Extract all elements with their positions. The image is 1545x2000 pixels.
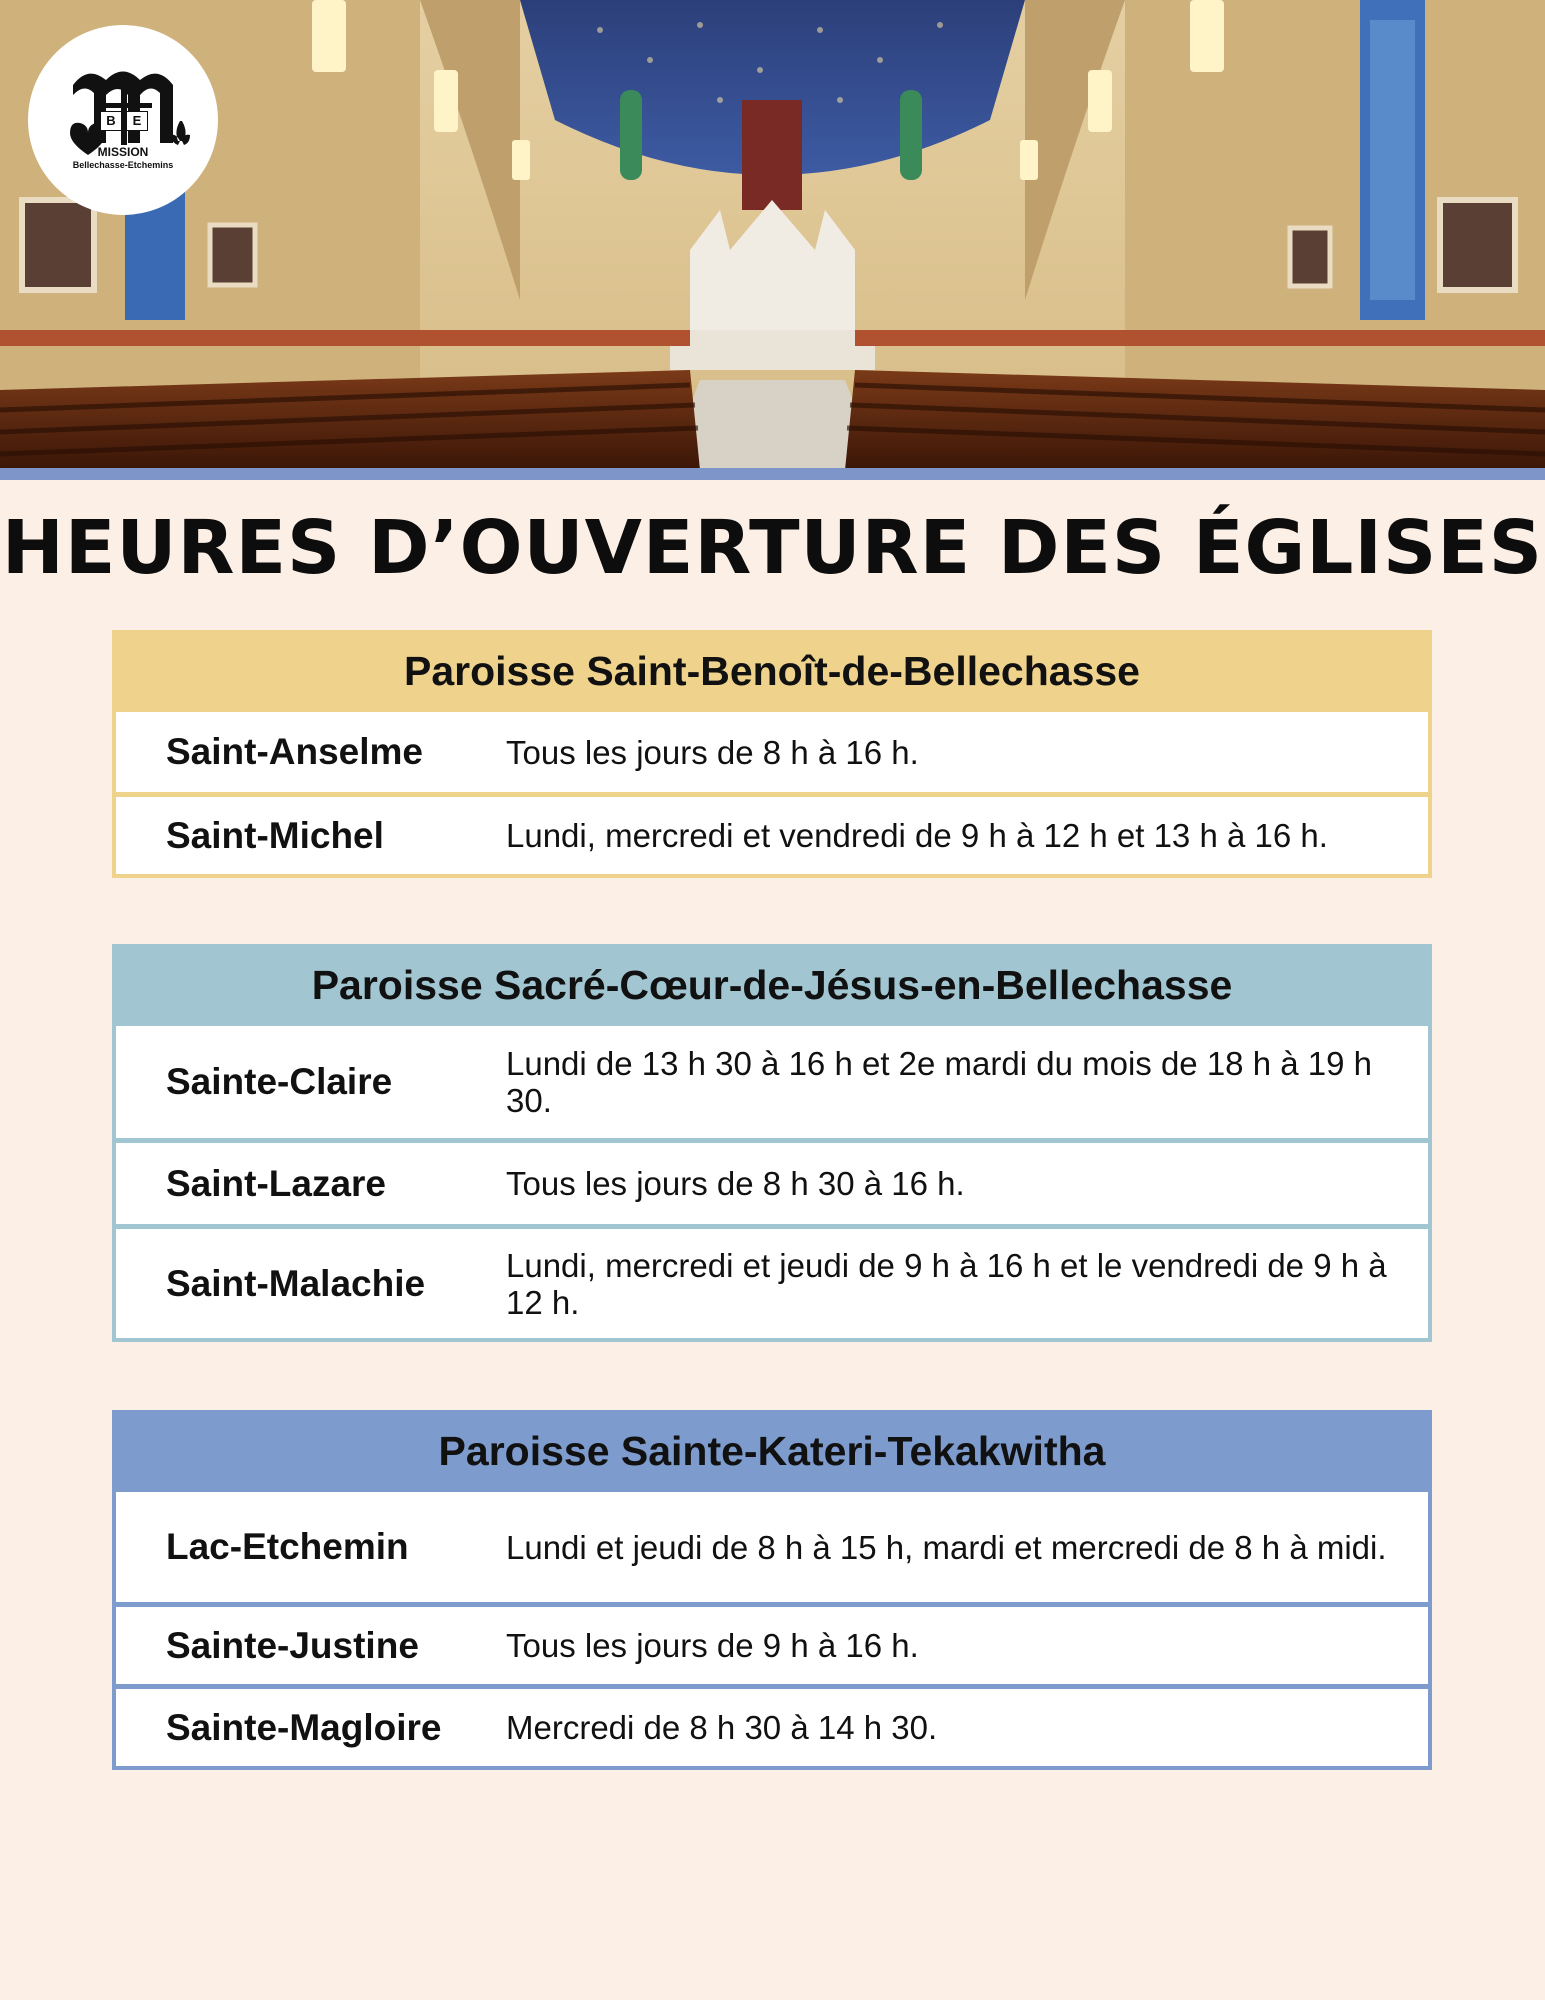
table-row [116, 1602, 1428, 1684]
parish-header: Paroisse Sacré-Cœur-de-Jésus-en-Bellechasse [112, 944, 1432, 1026]
table-row [116, 1684, 1428, 1766]
parish-header: Paroisse Sainte-Kateri-Tekakwitha [112, 1410, 1432, 1492]
table-row [116, 1492, 1428, 1602]
logo-letter-e: E [126, 111, 148, 131]
church-hours: Lundi de 13 h 30 à 16 h et 2e mardi du mois de 18 h à 19 h 30. [506, 1045, 1372, 1119]
church-hours: Mercredi de 8 h 30 à 14 h 30. [506, 1709, 938, 1746]
church-interior-photo [0, 0, 1545, 470]
church-rows [112, 1026, 1432, 1342]
church-hours: Tous les jours de 8 h 30 à 16 h. [506, 1165, 965, 1202]
mission-logo [28, 25, 218, 215]
church-name: Saint-Malachie [166, 1262, 426, 1304]
church-hours: Tous les jours de 8 h à 16 h. [506, 733, 919, 771]
church-hours: Lundi, mercredi et jeudi de 9 h à 16 h et le vendredi de 9 h à 12 h. [506, 1246, 1387, 1321]
church-name: Sainte-Claire [166, 1061, 393, 1102]
church-name: Saint-Lazare [166, 1162, 387, 1204]
parish-table-sainte-kateri [112, 1410, 1432, 1770]
parish-table-saint-benoit [112, 630, 1432, 878]
table-row [116, 1026, 1428, 1138]
church-name: Lac-Etchemin [166, 1526, 409, 1567]
church-name: Sainte-Justine [166, 1624, 419, 1666]
header-divider [0, 468, 1545, 480]
table-row [116, 792, 1428, 874]
logo-label: MISSION [97, 145, 149, 159]
mission-logo-mark [28, 25, 218, 215]
page-title: HEURES D’OUVERTURE DES ÉGLISES [1, 505, 1544, 591]
church-hours: Lundi, mercredi et vendredi de 9 h à 12 h et 13 h à 16 h. [506, 817, 1328, 854]
parish-table-sacre-coeur [112, 944, 1432, 1342]
logo-sublabel: Bellechasse-Etchemins [72, 160, 174, 170]
church-hours: Tous les jours de 9 h à 16 h. [506, 1627, 919, 1664]
parish-header: Paroisse Saint-Benoît-de-Bellechasse [112, 630, 1432, 712]
church-name: Saint-Anselme [166, 731, 424, 772]
church-interior-illustration [0, 0, 1545, 470]
church-rows [112, 1492, 1432, 1770]
church-rows [112, 712, 1432, 878]
logo-letter-b: B [100, 111, 122, 131]
table-row [116, 1138, 1428, 1224]
church-hours: Lundi et jeudi de 8 h à 15 h, mardi et mercredi de 8 h à midi. [506, 1528, 1387, 1566]
table-row [116, 1224, 1428, 1338]
church-name: Sainte-Magloire [166, 1706, 442, 1748]
table-row [116, 712, 1428, 792]
church-name: Saint-Michel [166, 814, 384, 856]
